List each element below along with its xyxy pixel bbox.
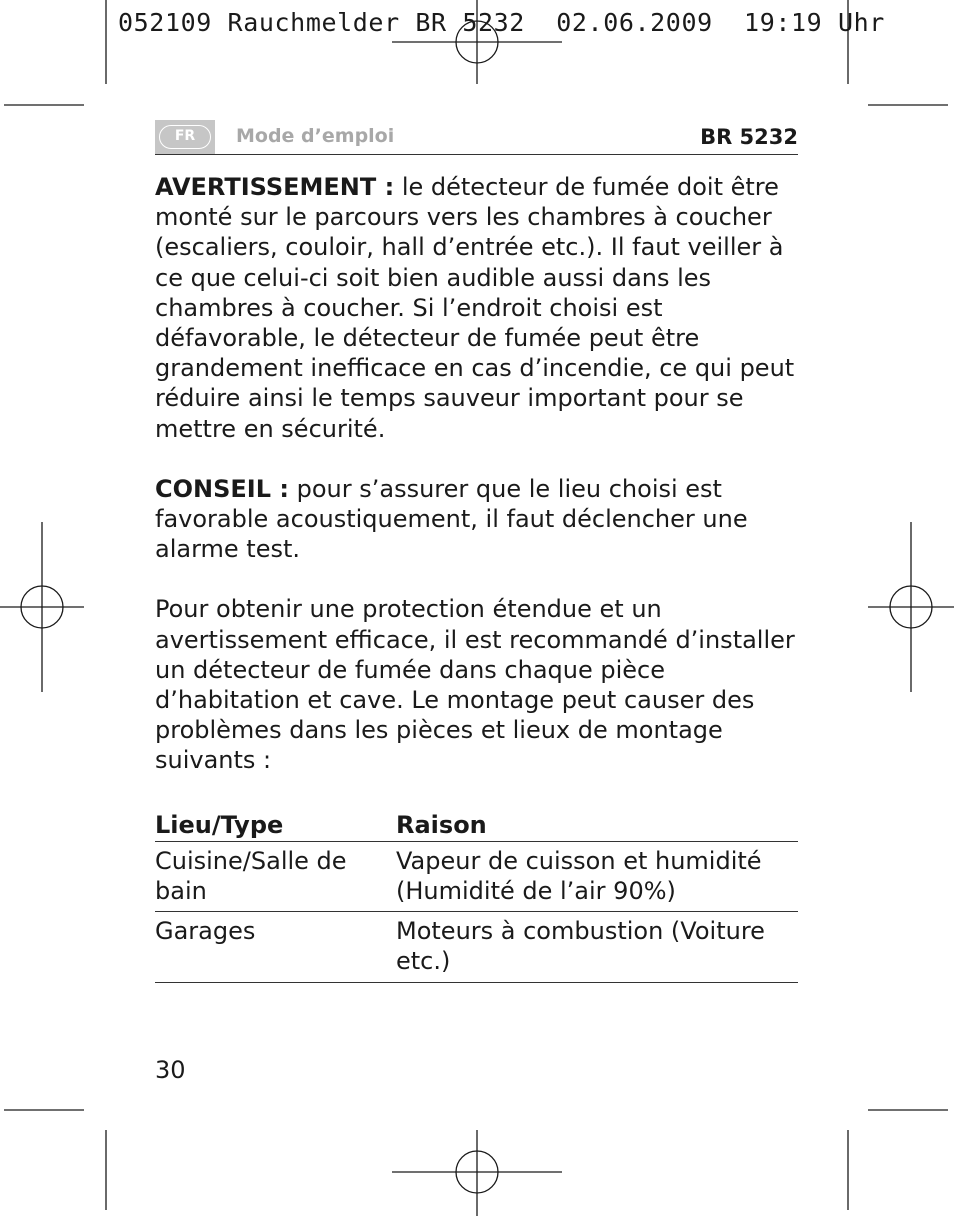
table-cell-reason: Moteurs à combustion (Voiture etc.) bbox=[396, 912, 798, 982]
table-cell-reason: Vapeur de cuisson et humidité (Humidité de l’air 90%) bbox=[396, 841, 798, 911]
page-content bbox=[155, 172, 798, 983]
language-badge bbox=[155, 120, 215, 154]
column-header-reason: Raison bbox=[396, 806, 798, 842]
recommendation-paragraph bbox=[155, 594, 798, 775]
table-cell-location: Cuisine/Salle de bain bbox=[155, 841, 396, 911]
table-cell-location: Garages bbox=[155, 912, 396, 982]
model-number: BR 5232 bbox=[700, 125, 798, 149]
warning-paragraph bbox=[155, 172, 798, 444]
table-row bbox=[155, 912, 798, 982]
locations-table bbox=[155, 806, 798, 983]
tip-label: CONSEIL : bbox=[155, 474, 289, 503]
table-header-row bbox=[155, 806, 798, 842]
page-number: 30 bbox=[155, 1056, 186, 1084]
warning-text: le détecteur de fumée doit être monté sur le parcours vers les chambres à coucher (escaliers, couloir, hall d’entrée etc.). Il faut veiller à ce que celui-ci soit bien audible aussi dans les chambres à coucher. Si l’endroit choisi est défavorable, le détecteur de fumée peut être grandement inefficace en cas d’incendie, ce qui peut réduire ainsi le temps sauveur important pour se mettre en sécurité. bbox=[155, 173, 795, 443]
column-header-location: Lieu/Type bbox=[155, 806, 396, 842]
table-row bbox=[155, 841, 798, 911]
print-slug: 052109 Rauchmelder BR 5232 02.06.2009 19:19 Uhr bbox=[118, 8, 885, 37]
page-header bbox=[155, 120, 798, 155]
recommendation-text: Pour obtenir une protection étendue et un avertissement efficace, il est recommandé d’installer un détecteur de fumée dans chaque pièce d’habitation et cave. Le montage peut causer des problèmes dans les pièces et lieux de montage suivants : bbox=[155, 595, 795, 775]
warning-label: AVERTISSEMENT : bbox=[155, 173, 395, 201]
section-title: Mode d’emploi bbox=[236, 125, 395, 147]
tip-text: pour s’assurer que le lieu choisi est favorable acoustiquement, il faut déclencher une alarme test. bbox=[155, 474, 748, 564]
tip-paragraph bbox=[155, 474, 798, 565]
language-code: FR bbox=[159, 125, 211, 149]
